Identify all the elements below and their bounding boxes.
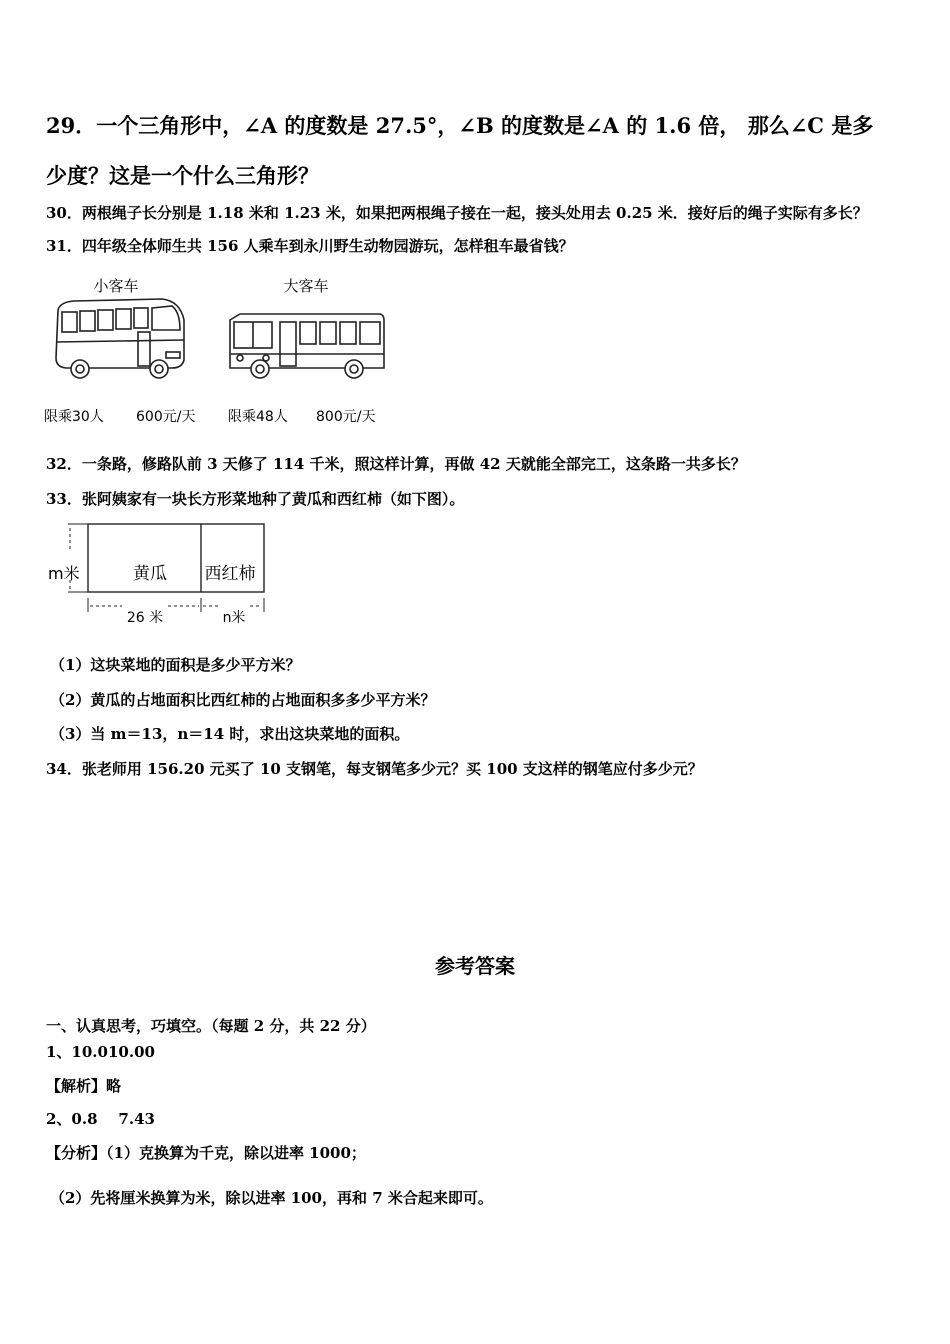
large-bus-price: 800元/天: [316, 409, 376, 425]
bus-figure: [44, 268, 394, 433]
small-bus-limit: 限乘30人: [44, 409, 104, 425]
answer-2-note: 【分析】（1）克换算为千克，除以进率 1000；: [46, 1144, 366, 1162]
answer-2: 2、0.8 7.43: [46, 1110, 155, 1128]
question-33-sub-2: （2）黄瓜的占地面积比西红柿的占地面积多多少平方米？: [50, 691, 436, 709]
answer-1: 1、10.010.00: [46, 1043, 155, 1061]
field-width-label: m米: [48, 564, 80, 583]
answer-title: 参考答案: [435, 954, 515, 978]
question-29-line2: 少度？这是一个什么三角形？: [46, 163, 319, 188]
small-bus-price: 600元/天: [136, 409, 196, 425]
question-32: 32．一条路，修路队前 3 天修了 114 千米，照这样计算，再做 42 天就能全部完工，这条路一共多长？: [46, 455, 746, 473]
small-bus-title: 小客车: [93, 277, 139, 295]
question-31: 31．四年级全体师生共 156 人乘车到永川野生动物园游玩，怎样租车最省钱？: [46, 237, 574, 255]
question-33-sub-3: （3）当 m＝13，n＝14 时，求出这块菜地的面积。: [50, 725, 410, 743]
answer-2-note-2: （2）先将厘米换算为米，除以进率 100，再和 7 米合起来即可。: [50, 1189, 493, 1207]
question-34: 34．张老师用 156.20 元买了 10 支钢笔，每支钢笔多少元？买 100 支这样的钢笔应付多少元？: [46, 760, 703, 778]
cucumber-label: 黄瓜: [133, 564, 167, 584]
question-33-sub-1: （1）这块菜地的面积是多少平方米？: [50, 656, 301, 674]
small-bus-icon: [56, 299, 184, 378]
length-cucumber-label: 26 米: [126, 610, 164, 626]
large-bus-limit: 限乘48人: [228, 409, 288, 425]
field-diagram: [44, 518, 274, 630]
tomato-label: 西红柿: [204, 564, 256, 584]
question-33: 33．张阿姨家有一块长方形菜地种了黄瓜和西红柿（如下图）。: [46, 490, 465, 508]
large-bus-title: 大客车: [283, 277, 329, 295]
length-tomato-label: n米: [222, 610, 246, 626]
question-30: 30．两根绳子长分别是 1.18 米和 1.23 米，如果把两根绳子接在一起，接头处用去 0.25 米．接好后的绳子实际有多长？: [46, 204, 868, 222]
answer-1-note: 【解析】略: [46, 1077, 122, 1095]
question-29-line1: 29．一个三角形中，∠A 的度数是 27.5°，∠B 的度数是∠A 的 1.6 倍， 那么∠C 是多: [46, 113, 874, 138]
large-bus-icon: [230, 314, 384, 378]
answer-section-1: 一、认真思考，巧填空。（每题 2 分，共 22 分）: [46, 1017, 376, 1035]
